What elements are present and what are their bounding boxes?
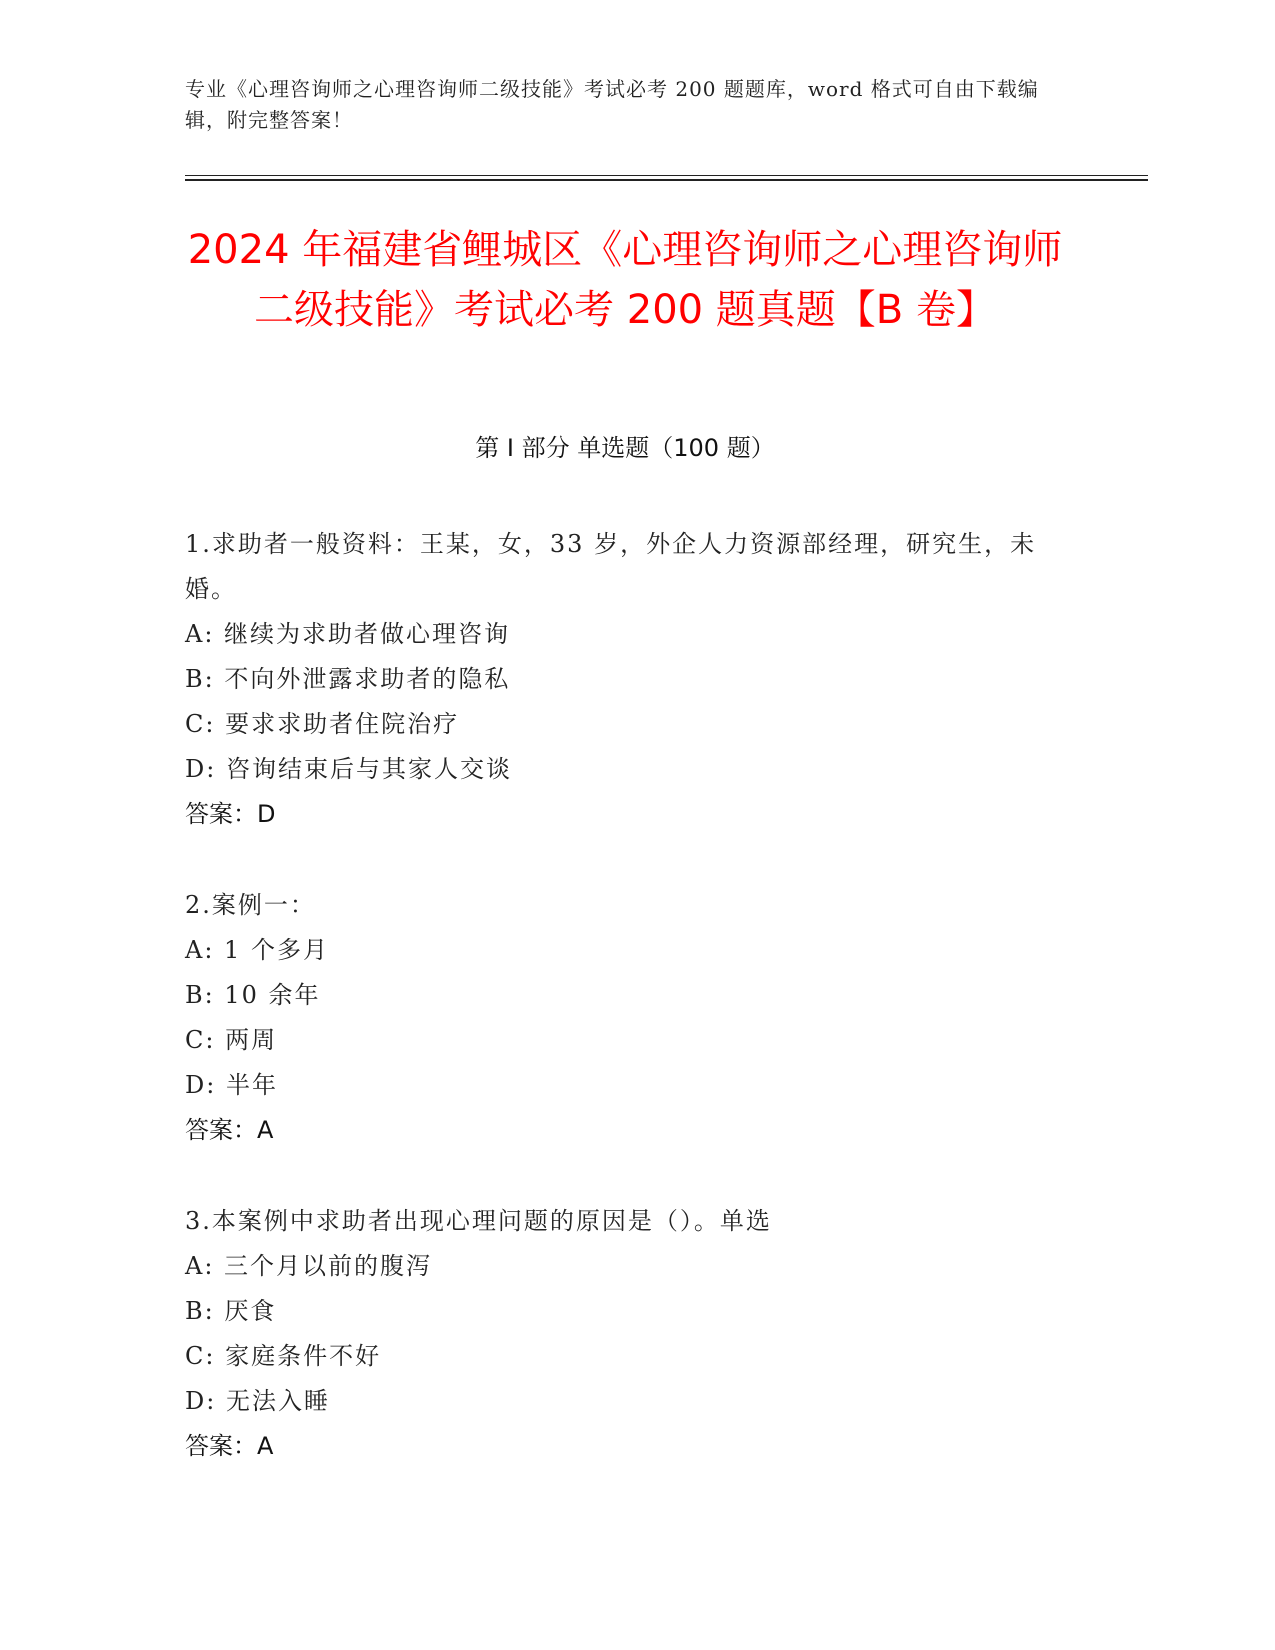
option-a: A: 继续为求助者做心理咨询 [185,620,511,648]
question-stem: 3.本案例中求助者出现心理问题的原因是（）。单选 [185,1207,772,1235]
option-d: D: 咨询结束后与其家人交谈 [185,755,512,783]
answer: 答案：D [185,800,276,828]
question-stem: 1.求助者一般资料：王某，女，33 岁，外企人力资源部经理，研究生，未婚。 [185,530,1037,603]
question-1 [185,522,1065,837]
option-c: C: 家庭条件不好 [185,1342,382,1370]
option-a: A: 1 个多月 [185,936,329,964]
option-d: D: 半年 [185,1071,278,1099]
option-c: C: 要求求助者住院治疗 [185,710,460,738]
option-b: B: 厌食 [185,1297,277,1325]
option-d: D: 无法入睡 [185,1387,330,1415]
question-stem: 2.案例一： [185,891,316,919]
question-2 [185,883,1065,1153]
header-divider-thick [185,179,1148,181]
option-a: A: 三个月以前的腹泻 [185,1252,433,1280]
document-title: 2024 年福建省鲤城区《心理咨询师之心理咨询师二级技能》考试必考 200 题真题【B 卷】 [187,227,1063,333]
section-title: 第 I 部分 单选题（100 题） [475,434,775,462]
answer: 答案：A [185,1116,274,1144]
question-list [185,522,1065,1515]
header-note: 专业《心理咨询师之心理咨询师二级技能》考试必考 200 题题库，word 格式可自由下载编辑，附完整答案！ [185,77,1039,132]
option-b: B: 10 余年 [185,981,321,1009]
option-c: C: 两周 [185,1026,278,1054]
question-3 [185,1199,1065,1469]
answer: 答案：A [185,1432,274,1460]
option-b: B: 不向外泄露求助者的隐私 [185,665,511,693]
header-divider-thin [185,175,1148,176]
